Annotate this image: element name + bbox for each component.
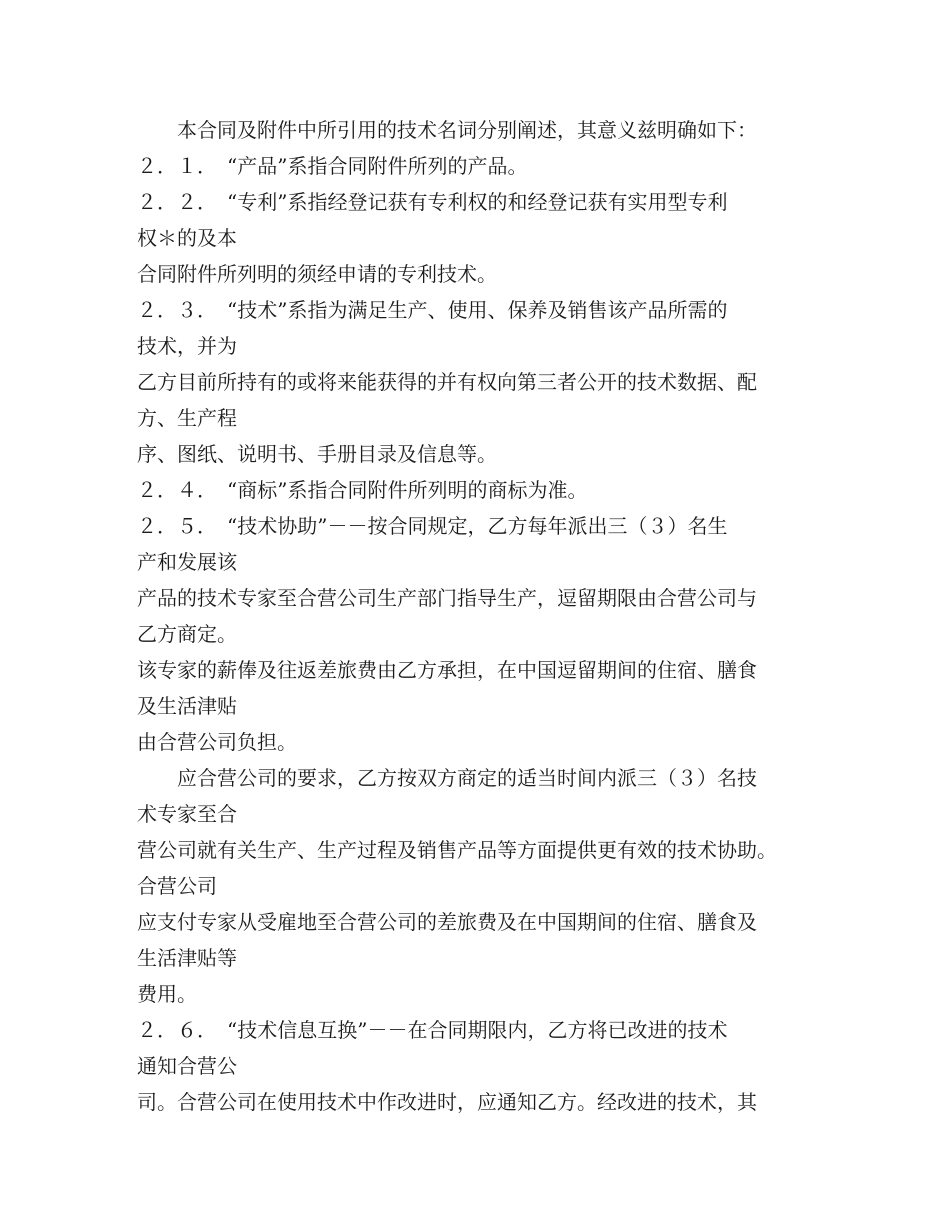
text-line: 司。合营公司在使用技术中作改进时，应通知乙方。经改进的技术，其: [137, 1090, 757, 1114]
text-line: 及生活津贴: [137, 694, 237, 718]
text-line: ２．３． “技术”系指为满足生产、使用、保养及销售该产品所需的: [137, 298, 728, 322]
text-line: 由合营公司负担。: [137, 730, 297, 754]
text-line: 权＊的及本: [137, 226, 237, 250]
text-line: 生活津贴等: [137, 946, 237, 970]
text-line: ２．１． “产品”系指合同附件所列的产品。: [137, 154, 528, 178]
text-line: 费用。: [137, 982, 197, 1006]
text-line: 合同附件所列明的须经申请的专利技术。: [137, 262, 497, 286]
text-line: 产品的技术专家至合营公司生产部门指导生产，逗留期限由合营公司与: [137, 586, 757, 610]
text-line: 本合同及附件中所引用的技术名词分别阐述，其意义兹明确如下：: [137, 118, 757, 142]
text-line: 乙方商定。: [137, 622, 237, 646]
text-line: 合营公司: [137, 874, 217, 898]
text-line: 方、生产程: [137, 406, 237, 430]
text-line: 该专家的薪俸及往返差旅费由乙方承担，在中国逗留期间的住宿、膳食: [137, 658, 757, 682]
text-line: 序、图纸、说明书、手册目录及信息等。: [137, 442, 497, 466]
text-line: 应支付专家从受雇地至合营公司的差旅费及在中国期间的住宿、膳食及: [137, 910, 757, 934]
text-line: ２．５． “技术协助”－－按合同规定，乙方每年派出三（３）名生: [137, 514, 728, 538]
text-line: 技术，并为: [137, 334, 237, 358]
text-line: 通知合营公: [137, 1054, 237, 1078]
text-line: ２．４． “商标”系指合同附件所列明的商标为准。: [137, 478, 588, 502]
text-line: 乙方目前所持有的或将来能获得的并有权向第三者公开的技术数据、配: [137, 370, 757, 394]
text-line: 应合营公司的要求，乙方按双方商定的适当时间内派三（３）名技: [137, 766, 757, 790]
text-line: 术专家至合: [137, 802, 237, 826]
text-line: 营公司就有关生产、生产过程及销售产品等方面提供更有效的技术协助。: [137, 838, 777, 862]
text-line: ２．２． “专利”系指经登记获有专利权的和经登记获有实用型专利: [137, 190, 728, 214]
text-line: 产和发展该: [137, 550, 237, 574]
text-line: ２．６． “技术信息互换”－－在合同期限内，乙方将已改进的技术: [137, 1018, 728, 1042]
